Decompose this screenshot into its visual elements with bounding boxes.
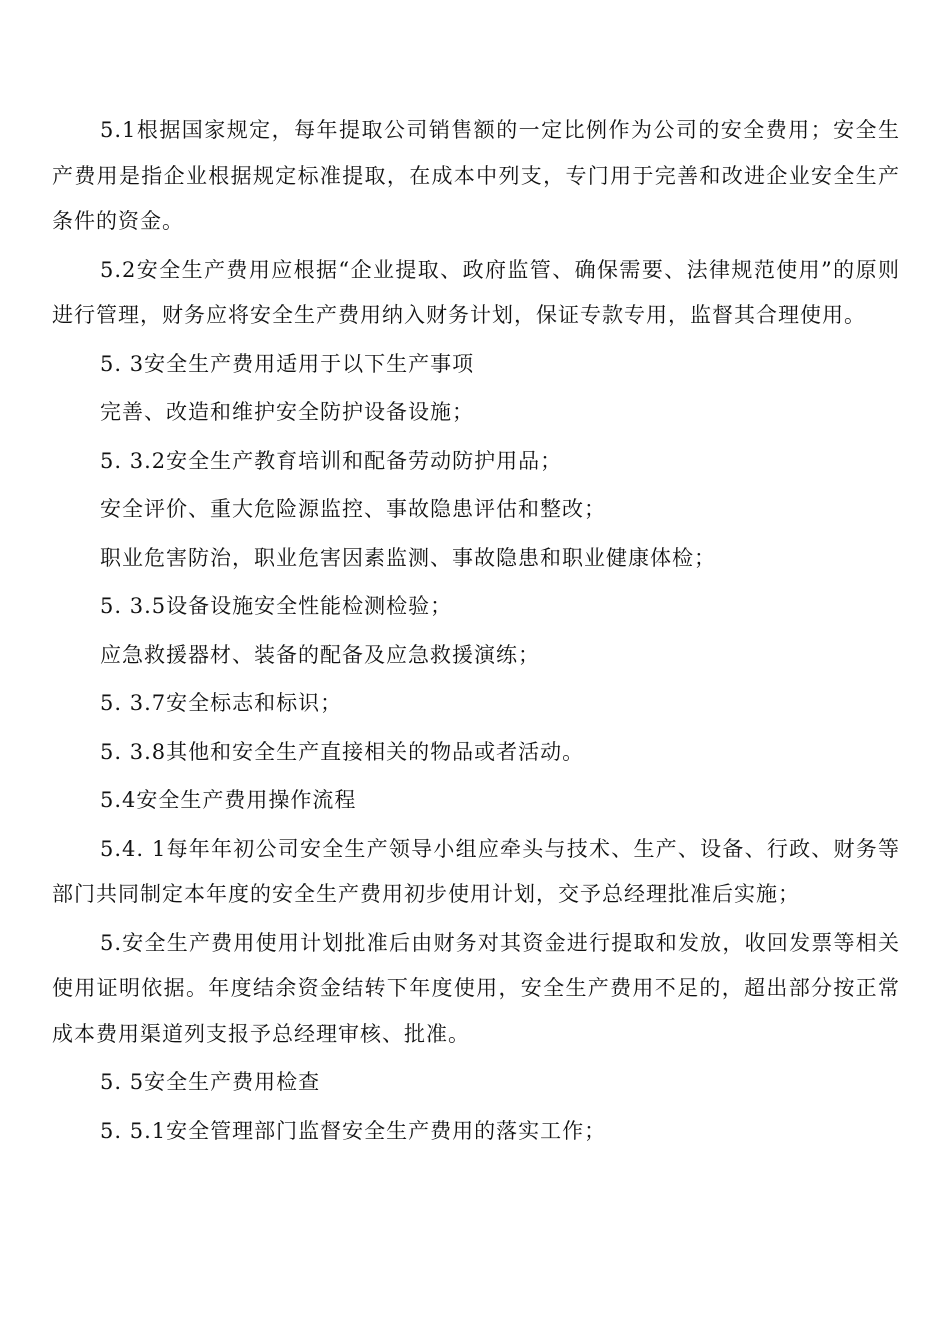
paragraph-5-5-1: 5. 5.1安全管理部门监督安全生产费用的落实工作； — [100, 1118, 607, 1143]
paragraph-5-3-4: 职业危害防治，职业危害因素监测、事故隐患和职业健康体检； — [100, 545, 716, 570]
paragraph-5-1: 5.1根据国家规定，每年提取公司销售额的一定比例作为公司的安全费用；安全生产费用是指企业根据规定标准提取，在成本中列支，专门用于完善和改进企业安全生产条件的资金。 — [52, 118, 900, 233]
paragraph-5-4-2: 5.安全生产费用使用计划批准后由财务对其资金进行提取和发放，收回发票等相关使用证明依据。年度结余资金结转下年度使用，安全生产费用不足的，超出部分按正常成本费用渠道列支报予总经理审核、批准。 — [52, 930, 900, 1046]
paragraph-5-3-7: 5. 3.7安全标志和标识； — [100, 691, 343, 715]
paragraph-5-3-5: 5. 3.5设备设施安全性能检测检验； — [100, 594, 453, 618]
paragraph-5-2: 5.2安全生产费用应根据“企业提取、政府监管、确保需要、法律规范使用”的原则进行管理，财务应将安全生产费用纳入财务计划，保证专款专用，监督其合理使用。 — [52, 257, 900, 327]
paragraph-5-3-6: 应急救援器材、装备的配备及应急救援演练； — [100, 642, 540, 667]
paragraph-5-4-1: 5.4. 1每年年初公司安全生产领导小组应牵头与技术、生产、设备、行政、财务等部门共同制定本年度的安全生产费用初步使用计划，交予总经理批准后实施； — [52, 836, 900, 906]
paragraph-5-3-2: 5. 3.2安全生产教育培训和配备劳动防护用品； — [100, 448, 563, 473]
document-page — [52, 108, 900, 1157]
paragraph-5-3-3: 安全评价、重大危险源监控、事故隐患评估和整改； — [100, 497, 606, 521]
paragraph-5-4: 5.4安全生产费用操作流程 — [100, 788, 357, 812]
paragraph-5-3: 5. 3安全生产费用适用于以下生产事项 — [100, 351, 475, 376]
paragraph-5-3-1: 完善、改造和维护安全防护设备设施； — [100, 400, 474, 424]
paragraph-5-5: 5. 5安全生产费用检查 — [100, 1070, 321, 1094]
paragraph-5-3-8: 5. 3.8其他和安全生产直接相关的物品或者活动。 — [100, 739, 585, 764]
